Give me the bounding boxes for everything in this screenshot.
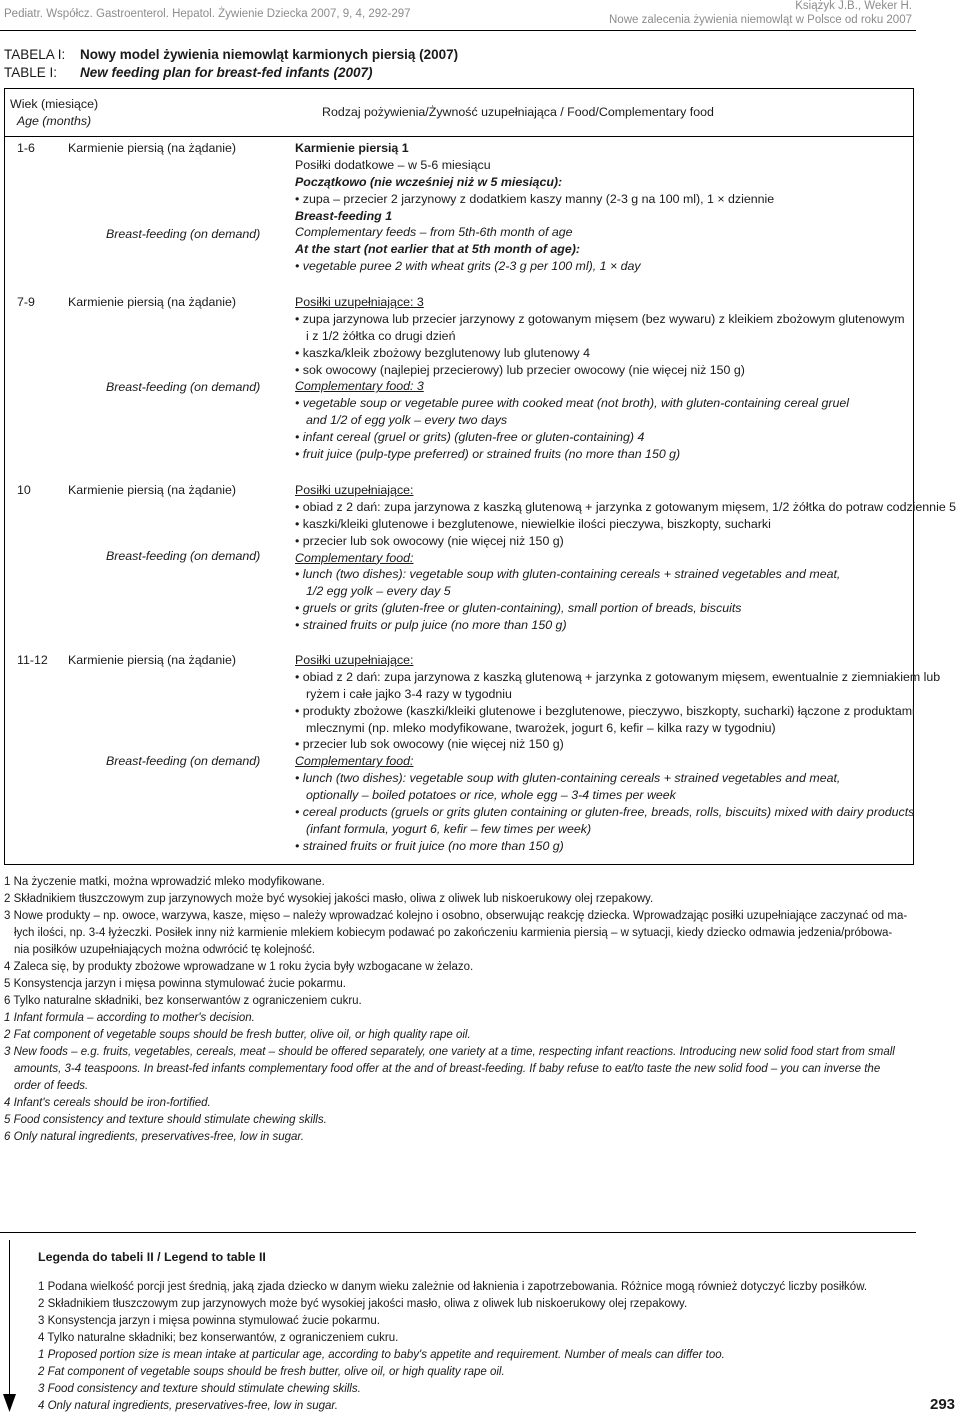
list-item: • vegetable soup or vegetable puree with cooked meat (not broth), with gluten-containing cereal gruel: [295, 396, 849, 411]
legend-item: 2 Fat component of vegetable soups should be fresh butter, olive oil, or high quality rape oil.: [38, 1366, 505, 1378]
list-item: Posiłki uzupełniające:: [295, 653, 414, 667]
list-item: Complementary food:: [295, 754, 414, 769]
footnote: 6 Tylko naturalne składniki, bez konserwantów z ograniczeniem cukru.: [4, 995, 362, 1007]
legend-item: 3 Food consistency and texture should stimulate chewing skills.: [38, 1383, 361, 1395]
header-rule: [0, 30, 916, 31]
list-item: • obiad z 2 dań: zupa jarzynowa z kaszką glutenową + jarzynka z gotowanym mięsem, 1/2 żółtka do potraw codziennie 5: [295, 499, 957, 514]
list-item: and 1/2 of egg yolk – every two days: [306, 413, 508, 428]
list-item: Karmienie piersią 1: [295, 141, 409, 155]
legend-list: [38, 1279, 867, 1415]
legend-item: 3 Konsystencja jarzyn i mięsa powinna stymulować żucie pokarmu.: [38, 1315, 380, 1327]
row-age: 1-6: [17, 141, 35, 155]
row-main-pl: Karmienie piersią (na żądanie): [68, 653, 237, 667]
list-item: Posiłki uzupełniające:: [295, 483, 414, 497]
table-header-rule: [4, 136, 914, 137]
list-item: • gruels or grits (gluten-free or gluten-containing), small portion of breads, biscuits: [295, 601, 742, 616]
footnote: łych ilości, np. 3-4 łyżeczki. Posiłek inny niż karmienie mlekiem kobiecym podawać po zakończeniu karmienia piersią – w sytuacji, kiedy dziecko odmawia jedzenia/próbowa-: [14, 927, 893, 939]
list-item: i z 1/2 żółtka co drugi dzień: [306, 328, 456, 343]
row-food-list: [295, 482, 956, 634]
table-bottom-rule: [4, 864, 914, 865]
page-number: 293: [930, 1396, 956, 1413]
footnote: nia posiłków uzupełniających można odwrócić tę kolejność.: [14, 944, 316, 956]
list-item: • przecier lub sok owocowy (nie więcej niż 150 g): [295, 533, 564, 548]
legend-title: Legenda do tabeli II / Legend to table II: [38, 1250, 266, 1264]
list-item: • zupa jarzynowa lub przecier jarzynowy z gotowanym mięsem (bez wywaru) z kleikiem zbożowym glutenowym: [295, 311, 905, 326]
list-item: • infant cereal (gruel or grits) (gluten-free or gluten-containing) 4: [295, 430, 645, 445]
footnote: 6 Only natural ingredients, preservatives-free, low in sugar.: [4, 1131, 304, 1143]
list-item: optionally – boiled potatoes or rice, whole egg – 3-4 times per week: [306, 788, 676, 803]
row-main-pl: Karmienie piersią (na żądanie): [68, 295, 237, 309]
row-main-en: Breast-feeding (on demand): [106, 754, 261, 768]
list-item: mlecznymi (np. mleko modyfikowane, twarożek, jogurt 6, kefir – kilka razy w tygodniu): [306, 720, 776, 735]
list-item: Początkowo (nie wcześniej niż w 5 miesiącu):: [295, 174, 563, 189]
list-item: • vegetable puree 2 with wheat grits (2-3 g per 100 ml), 1 × day: [295, 259, 641, 274]
row-age: 7-9: [17, 295, 35, 309]
table-label-en: TABLE I:: [4, 65, 58, 80]
footnote: 1 Infant formula – according to mother's decision.: [4, 1012, 255, 1024]
list-item: At the start (not earlier that at 5th month of age):: [295, 242, 580, 257]
table-title-en: New feeding plan for breast-fed infants (2007): [80, 65, 373, 80]
list-item: (infant formula, yogurt 6, kefir – few times per week): [306, 821, 592, 836]
list-item: • obiad z 2 dań: zupa jarzynowa z kaszką glutenową + jarzynka z gotowanym mięsem, ewentualnie z ziemniakiem lub: [295, 669, 941, 684]
list-item: • strained fruits or fruit juice (no more than 150 g): [295, 838, 564, 853]
legend-item: 2 Składnikiem tłuszczowym zup jarzynowych może być wysokiej jakości masło, oliwa z oliwek lub niskoerukowy olej rzepakowy.: [38, 1298, 688, 1310]
running-header-title: Nowe zalecenia żywienia niemowląt w Polsce od roku 2007: [609, 14, 912, 26]
footnote: 2 Fat component of vegetable soups should be fresh butter, olive oil, or high quality rape oil.: [4, 1029, 471, 1041]
running-header-left: Pediatr. Współcz. Gastroenterol. Hepatol. Żywienie Dziecka 2007, 9, 4, 292-297: [4, 8, 411, 20]
row-main-en: Breast-feeding (on demand): [106, 227, 261, 241]
list-item: • kaszka/kleik zbożowy bezglutenowy lub glutenowy 4: [295, 345, 590, 360]
footnote: 5 Konsystencja jarzyn i mięsa powinna stymulować żucie pokarmu.: [4, 978, 346, 990]
list-item: Breast-feeding 1: [295, 208, 393, 223]
row-age: 11-12: [17, 653, 48, 667]
row-main-pl: Karmienie piersią (na żądanie): [68, 141, 237, 155]
row-food-list: [295, 140, 774, 275]
running-header-authors: Książyk J.B., Weker H.: [795, 0, 912, 12]
legend-arrow-line: [9, 1240, 10, 1400]
legend-item: 1 Proposed portion size is mean intake at particular age, according to baby's appetite and requirement. Number of meals can differ too.: [38, 1349, 725, 1361]
footnote: 4 Zaleca się, by produkty zbożowe wprowadzane w 1 roku życia były wzbogacane w żelazo.: [4, 961, 474, 973]
table-label-pl: TABELA I:: [4, 47, 66, 62]
list-item: Posiłki dodatkowe – w 5-6 miesiącu: [295, 157, 491, 172]
table-left-border: [4, 88, 5, 864]
arrow-down-icon: [3, 1394, 16, 1412]
footnote: 4 Infant's cereals should be iron-fortified.: [4, 1097, 211, 1109]
list-item: • kaszki/kleiki glutenowe i bezglutenowe, niewielkie ilości pieczywa, biszkopty, sucharki: [295, 516, 771, 531]
footnote: order of feeds.: [14, 1080, 89, 1092]
list-item: Complementary feeds – from 5th-6th month of age: [295, 225, 573, 240]
legend-item: 4 Only natural ingredients, preservatives-free, low in sugar.: [38, 1400, 338, 1412]
legend-top-rule: [0, 1232, 916, 1233]
list-item: ryżem i całe jajko 3-4 razy w tygodniu: [306, 686, 512, 701]
footnote: amounts, 3-4 teaspoons. In breast-fed infants complementary food offer at the and of breast-feeding. If baby refuse to eat/to taste the new solid food – you can inverse the: [14, 1063, 881, 1075]
table-title-pl: Nowy model żywienia niemowląt karmionych piersią (2007): [80, 47, 459, 62]
row-age: 10: [17, 483, 31, 497]
list-item: • lunch (two dishes): vegetable soup with gluten-containing cereals + strained vegetables and meat,: [295, 771, 841, 786]
list-item: • sok owocowy (najlepiej przecierowy) lub przecier owocowy (nie więcej niż 150 g): [295, 362, 745, 377]
footnote: 3 New foods – e.g. fruits, vegetables, cereals, meat – should be offered separately, one variety at a time, respecting infant reactions. Introducing new solid food start from small: [4, 1046, 895, 1058]
list-item: • zupa – przecier 2 jarzynowy z dodatkiem kaszy manny (2-3 g na 100 ml), 1 × dziennie: [295, 191, 775, 206]
row-food-list: [295, 294, 905, 463]
list-item: 1/2 egg yolk – every day 5: [306, 584, 451, 599]
row-food-list: [295, 652, 940, 855]
legend-item: 1 Podana wielkość porcji jest średnią, jaką zjada dziecko w danym wieku zależnie od łaknienia i zapotrzebowania. Różnice mogą również dotyczyć liczby posiłków.: [38, 1281, 868, 1293]
footnote: 2 Składnikiem tłuszczowym zup jarzynowych może być wysokiej jakości masło, oliwa z oliwek lub niskoerukowy olej rzepakowy.: [4, 893, 654, 905]
column-header-age: Wiek (miesiące) Age (months): [10, 97, 99, 128]
row-main-en: Breast-feeding (on demand): [106, 549, 261, 563]
footnotes: [4, 874, 907, 1146]
row-main-pl: Karmienie piersią (na żądanie): [68, 483, 237, 497]
list-item: • strained fruits or pulp juice (no more than 150 g): [295, 618, 567, 633]
footnote: 5 Food consistency and texture should stimulate chewing skills.: [4, 1114, 327, 1126]
list-item: • lunch (two dishes): vegetable soup with gluten-containing cereals + strained vegetables and meat,: [295, 567, 841, 582]
table-top-rule: [4, 88, 914, 89]
legend-item: 4 Tylko naturalne składniki; bez konserwantów, z ograniczeniem cukru.: [38, 1332, 399, 1344]
footnote: 1 Na życzenie matki, można wprowadzić mleko modyfikowane.: [4, 876, 325, 888]
list-item: Complementary food:: [295, 550, 414, 565]
row-main-en: Breast-feeding (on demand): [106, 380, 261, 394]
list-item: Complementary food: 3: [295, 379, 424, 394]
list-item: • fruit juice (pulp-type preferred) or strained fruits (no more than 150 g): [295, 447, 681, 462]
list-item: Posiłki uzupełniające: 3: [295, 295, 424, 309]
list-item: • cereal products (gruels or grits gluten containing or gluten-free, breads, rolls, biscuits) mixed with dairy products: [295, 805, 915, 820]
column-header-food: Rodzaj pożywienia/Żywność uzupełniająca / Food/Complementary food: [322, 105, 714, 119]
list-item: • produkty zbożowe (kaszki/kleiki glutenowe i bezglutenowe, pieczywo, biszkopty, sucharki) łączone z produktami: [295, 703, 915, 718]
footnote: 3 Nowe produkty – np. owoce, warzywa, kasze, mięso – należy wprowadzać kolejno i osobno, obserwując reakcję dziecka. Wprowadzając posiłki uzupełniające zaczynać od ma-: [4, 910, 908, 922]
list-item: • przecier lub sok owocowy (nie więcej niż 150 g): [295, 737, 564, 752]
